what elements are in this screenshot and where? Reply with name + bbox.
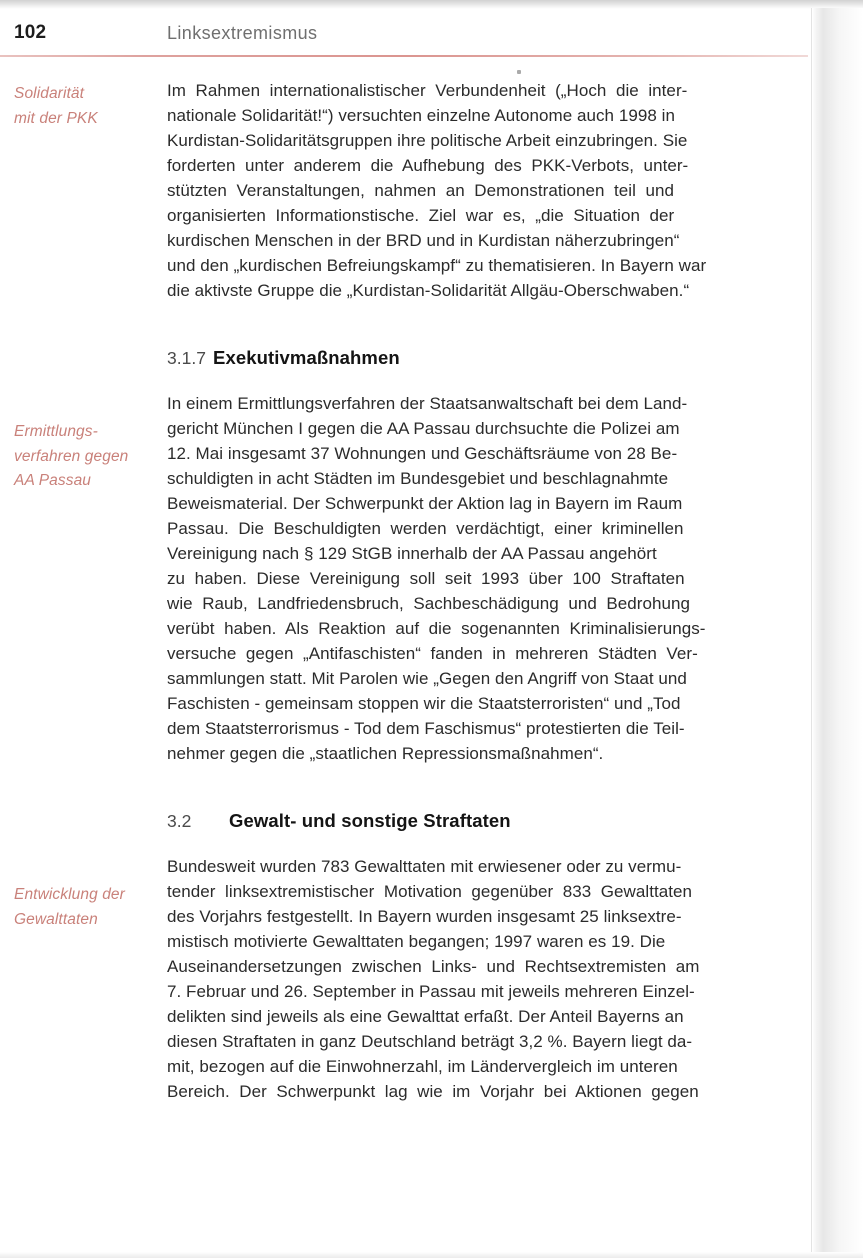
text-line: diesen Straftaten in ganz Deutschland beträgt 3,2 %. Bayern liegt da- [167,1032,693,1051]
text-line: die aktivste Gruppe die „Kurdistan-Solidarität Allgäu-Oberschwaben.“ [167,281,690,300]
marginalia-line: Ermittlungs- [14,423,98,440]
scan-top-edge [0,0,863,9]
text-line: forderten unter anderem die Aufhebung des PKK-Verbots, unter- [167,156,689,175]
page-bottom-edge [0,1252,863,1258]
page-right-edge-shadow [812,8,863,1258]
running-head-title: Linksextremismus [167,23,318,43]
marginalia-line: Entwicklung der [14,886,125,903]
running-head [0,22,812,52]
section-gap [0,303,812,347]
heading-title: Exekutivmaßnahmen [213,347,400,368]
text-line: und den „kurdischen Befreiungskampf“ zu thematisieren. In Bayern war [167,256,707,275]
section-exekutivmassnahmen [0,391,812,766]
section-solidaritaet-pkk [0,78,812,303]
text-line: delikten sind jeweils als eine Gewalttat erfaßt. Der Anteil Bayerns an [167,1007,684,1026]
page-body [0,78,812,1104]
text-line: Vereinigung nach § 129 StGB innerhalb der AA Passau angehört [167,544,657,563]
section-gap [0,766,812,810]
text-line: nehmer gegen die „staatlichen Repressionsmaßnahmen“. [167,744,604,763]
text-line: des Vorjahrs festgestellt. In Bayern wurden insgesamt 25 linksextre- [167,907,682,926]
heading-exekutivmassnahmen [167,347,789,369]
text-line: In einem Ermittlungsverfahren der Staatsanwaltschaft bei dem Land- [167,394,688,413]
text-line: wie Raub, Landfriedensbruch, Sachbeschädigung und Bedrohung [167,594,691,613]
text-line: Kurdistan-Solidaritätsgruppen ihre politische Arbeit einzubringen. Sie [167,131,688,150]
text-line: schuldigten in acht Städten im Bundesgebiet und beschlagnahmte [167,469,669,488]
heading-number: 3.2 [167,811,192,831]
text-line: nationale Solidarität!“) versuchten einzelne Autonome auch 1998 in [167,106,675,125]
heading-number: 3.1.7 [167,348,206,368]
scan-artifact-speck [517,70,521,74]
text-line: Bundesweit wurden 783 Gewalttaten mit erwiesener oder zu vermu- [167,857,682,876]
text-line: organisierten Informationstische. Ziel war es, „die Situation der [167,206,675,225]
text-line: 12. Mai insgesamt 37 Wohnungen und Geschäftsräume von 28 Be- [167,444,678,463]
header-rule [0,55,808,57]
marginalia-line: AA Passau [14,472,92,489]
text-line: 7. Februar und 26. September in Passau mit jeweils mehreren Einzel- [167,982,695,1001]
paragraph-exekutivmassnahmen [167,391,789,766]
heading-gap [0,369,812,391]
text-line: Beweismaterial. Der Schwerpunkt der Aktion lag in Bayern im Raum [167,494,683,513]
marginalia-solidaritaet-pkk [14,82,159,131]
text-line: kurdischen Menschen in der BRD und in Kurdistan näherzubringen“ [167,231,680,250]
text-line: Faschisten - gemeinsam stoppen wir die Staatsterroristen“ und „Tod [167,694,681,713]
text-line: dem Staatsterrorismus - Tod dem Faschismus“ protestierten die Teil- [167,719,685,738]
marginalia-ermittlungsverfahren [14,420,159,494]
heading-title: Gewalt- und sonstige Straftaten [229,810,511,831]
text-line: Passau. Die Beschuldigten werden verdächtigt, einer kriminellen [167,519,684,538]
heading-gap [0,832,812,854]
text-line: stützten Veranstaltungen, nahmen an Demonstrationen teil und [167,181,675,200]
paragraph-solidaritaet-pkk [167,78,789,303]
text-line: sammlungen statt. Mit Parolen wie „Gegen den Angriff von Staat und [167,669,687,688]
marginalia-line: mit der PKK [14,109,98,127]
text-line: Bereich. Der Schwerpunkt lag wie im Vorjahr bei Aktionen gegen [167,1082,699,1101]
text-line: Auseinandersetzungen zwischen Links- und Rechtsextremisten am [167,957,700,976]
text-line: versuche gegen „Antifaschisten“ fanden in mehreren Städten Ver- [167,644,698,663]
text-line: tender linksextremistischer Motivation gegenüber 833 Gewalttaten [167,882,693,901]
section-gewalttaten [0,854,812,1104]
marginalia-line: verfahren gegen [14,447,129,465]
heading-gewalt-und-sonstige-straftaten [167,810,789,832]
marginalia-line: Gewalttaten [14,910,98,928]
text-line: mistisch motivierte Gewalttaten begangen; 1997 waren es 19. Die [167,932,666,951]
page-number: 102 [14,22,47,43]
text-line: gericht München I gegen die AA Passau durchsuchte die Polizei am [167,419,680,438]
paragraph-gewalttaten [167,854,789,1104]
text-line: Im Rahmen internationalistischer Verbundenheit („Hoch die inter- [167,81,688,100]
text-line: zu haben. Diese Vereinigung soll seit 1993 über 100 Straftaten [167,569,685,588]
text-line: verübt haben. Als Reaktion auf die sogenannten Kriminalisierungs- [167,619,706,638]
text-line: mit, bezogen auf die Einwohnerzahl, im Ländervergleich im unteren [167,1057,678,1076]
marginalia-line: Solidarität [14,85,85,102]
marginalia-entwicklung-gewalttaten [14,883,159,932]
